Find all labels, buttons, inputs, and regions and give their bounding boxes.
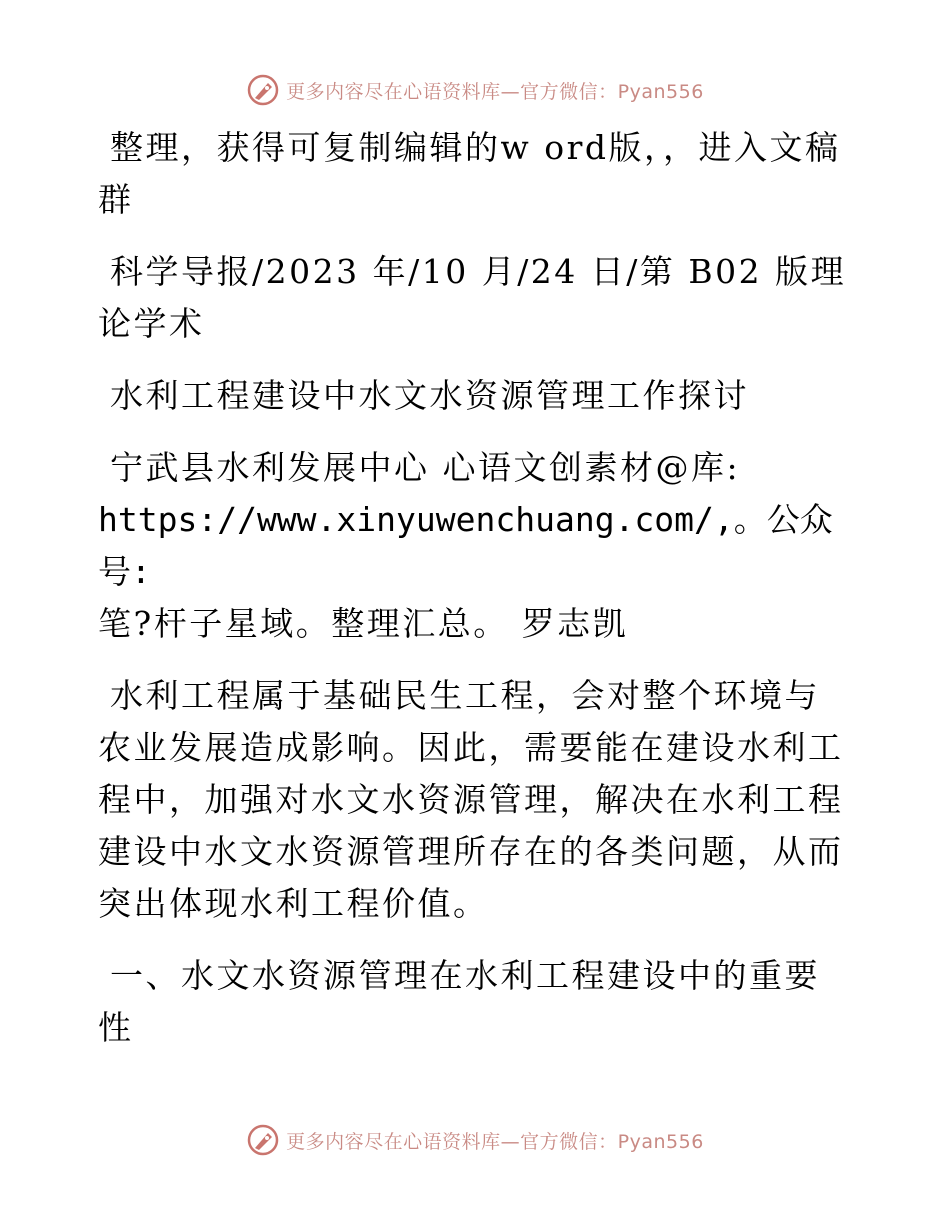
paragraph-author: 宁武县水利发展中心 心语文创素材@库: https://www.xinyuwenchuang.com/,。公众号: 笔?杆子星域。整理汇总。 罗志凯 [98,448,833,643]
section-heading: 一、水文水资源管理在水利工程建设中的重要性 [98,956,820,1047]
paragraph-source: 科学导报/2023 年/10 月/24 日/第 B02 版理论学术 [98,252,847,343]
document-body [98,122,850,1074]
banner-text: 更多内容尽在心语资料库—官方微信：Pyan556 [286,80,704,103]
article-title: 水利工程建设中水文水资源管理工作探讨 [110,376,749,415]
footer-banner [0,1120,950,1160]
paragraph-intro: 整理，获得可复制编辑的w ord版，，进入文稿群 [98,128,841,219]
banner-text: 更多内容尽在心语资料库—官方微信：Pyan556 [286,1130,704,1153]
pen-nib-logo-icon [246,1123,280,1157]
header-banner [0,70,950,110]
pen-nib-logo-icon [246,73,280,107]
paragraph-body: 水利工程属于基础民生工程，会对整个环境与农业发展造成影响。因此，需要能在建设水利工程中，加强对水文水资源管理，解决在水利工程建设中水文水资源管理所存在的各类问题，从而突出体现水利工程价值。 [98,676,844,923]
